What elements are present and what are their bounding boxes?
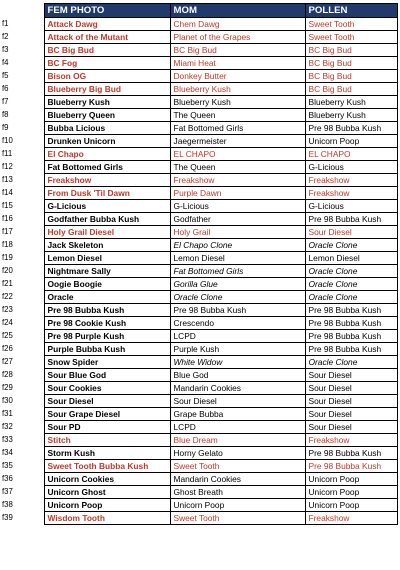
row-id: f36 (2, 474, 13, 483)
table-row (0, 200, 397, 213)
fem-photo-cell[interactable]: Drunken Unicorn (44, 135, 170, 148)
pollen-cell[interactable]: Pre 98 Bubba Kush (305, 213, 397, 226)
fem-photo-cell[interactable]: Unicorn Cookies (44, 473, 170, 486)
mom-cell[interactable]: Pre 98 Bubba Kush (170, 304, 305, 317)
mom-cell[interactable]: The Queen (170, 161, 305, 174)
mom-cell[interactable]: Sour Diesel (170, 395, 305, 408)
fem-photo-cell[interactable]: Wisdom Tooth (44, 512, 170, 525)
pollen-cell[interactable]: Freakshow (305, 174, 397, 187)
row-id: f26 (2, 344, 13, 353)
fem-photo-cell[interactable]: Fat Bottomed Girls (44, 161, 170, 174)
mom-cell[interactable]: Chem Dawg (170, 18, 305, 31)
pollen-cell[interactable]: Oracle Clone (305, 239, 397, 252)
row-id: f25 (2, 331, 13, 340)
pollen-cell[interactable]: BC Big Bud (305, 57, 397, 70)
row-id: f24 (2, 318, 13, 327)
mom-cell[interactable]: Godfather (170, 213, 305, 226)
pollen-cell[interactable]: Unicorn Poop (305, 486, 397, 499)
fem-photo-cell[interactable]: From Dusk 'Til Dawn (44, 187, 170, 200)
fem-photo-cell[interactable]: BC Fog (44, 57, 170, 70)
mom-cell[interactable]: Jaegermeister (170, 135, 305, 148)
fem-photo-cell[interactable]: Unicorn Poop (44, 499, 170, 512)
mom-cell[interactable]: Grape Bubba (170, 408, 305, 421)
row-id: f14 (2, 188, 13, 197)
fem-photo-cell[interactable]: Blueberry Kush (44, 96, 170, 109)
pollen-cell[interactable]: Unicorn Poop (305, 499, 397, 512)
mom-cell[interactable]: Lemon Diesel (170, 252, 305, 265)
mom-cell[interactable]: El Chapo Clone (170, 239, 305, 252)
fem-photo-cell[interactable]: Bison OG (44, 70, 170, 83)
row-id: f28 (2, 370, 13, 379)
fem-photo-cell[interactable]: Sweet Tooth Bubba Kush (44, 460, 170, 473)
row-id: f33 (2, 435, 13, 444)
row-id: f30 (2, 396, 13, 405)
pollen-cell[interactable]: Sour Diesel (305, 395, 397, 408)
mom-cell[interactable]: The Queen (170, 109, 305, 122)
fem-photo-cell[interactable]: Sour PD (44, 421, 170, 434)
mom-cell[interactable]: Crescendo (170, 317, 305, 330)
table-row (0, 408, 397, 421)
mom-cell[interactable]: Blue Dream (170, 434, 305, 447)
mom-cell[interactable]: Purple Dawn (170, 187, 305, 200)
mom-cell[interactable]: Oracle Clone (170, 291, 305, 304)
mom-cell[interactable]: Miami Heat (170, 57, 305, 70)
strain-table (0, 3, 398, 525)
fem-photo-cell[interactable]: Attack Dawg (44, 18, 170, 31)
row-id: f1 (2, 19, 9, 28)
fem-photo-cell[interactable]: Pre 98 Cookie Kush (44, 317, 170, 330)
pollen-cell[interactable]: BC Big Bud (305, 83, 397, 96)
pollen-cell[interactable]: Unicorn Poop (305, 473, 397, 486)
fem-photo-cell[interactable]: Sour Blue God (44, 369, 170, 382)
fem-photo-cell[interactable]: Stitch (44, 434, 170, 447)
fem-photo-cell[interactable]: Storm Kush (44, 447, 170, 460)
fem-photo-cell[interactable]: Bubba Licious (44, 122, 170, 135)
pollen-cell[interactable]: G-Licious (305, 200, 397, 213)
header-fem-photo[interactable]: FEM PHOTO (44, 4, 170, 18)
fem-photo-cell[interactable]: Sour Cookies (44, 382, 170, 395)
table-row (0, 304, 397, 317)
table-row (0, 512, 397, 525)
mom-cell[interactable]: LCPD (170, 330, 305, 343)
table-row (0, 486, 397, 499)
table-row (0, 83, 397, 96)
table-row (0, 382, 397, 395)
row-id: f19 (2, 253, 13, 262)
fem-photo-cell[interactable]: Blueberry Big Bud (44, 83, 170, 96)
row-id: f35 (2, 461, 13, 470)
pollen-cell[interactable]: Sour Diesel (305, 369, 397, 382)
fem-photo-cell[interactable]: G-Licious (44, 200, 170, 213)
fem-photo-cell[interactable]: Oracle (44, 291, 170, 304)
row-id: f5 (2, 71, 9, 80)
row-id: f39 (2, 513, 13, 522)
table-row (0, 356, 397, 369)
pollen-cell[interactable]: Freakshow (305, 512, 397, 525)
table-row (0, 226, 397, 239)
fem-photo-cell[interactable]: Sour Diesel (44, 395, 170, 408)
fem-photo-cell[interactable]: BC Big Bud (44, 44, 170, 57)
mom-cell[interactable]: Fat Bottomed Girls (170, 265, 305, 278)
pollen-cell[interactable]: Pre 98 Bubba Kush (305, 447, 397, 460)
mom-cell[interactable]: Horny Gelato (170, 447, 305, 460)
table-row (0, 369, 397, 382)
fem-photo-cell[interactable]: Pre 98 Bubba Kush (44, 304, 170, 317)
table-row (0, 473, 397, 486)
row-id: f15 (2, 201, 13, 210)
table-row (0, 174, 397, 187)
table-row (0, 31, 397, 44)
table-row (0, 213, 397, 226)
pollen-cell[interactable]: Freakshow (305, 187, 397, 200)
fem-photo-cell[interactable]: Godfather Bubba Kush (44, 213, 170, 226)
mom-cell[interactable]: Sweet Tooth (170, 460, 305, 473)
table-row (0, 239, 397, 252)
mom-cell[interactable]: Blueberry Kush (170, 96, 305, 109)
pollen-cell[interactable]: Blueberry Kush (305, 96, 397, 109)
row-id: f11 (2, 149, 13, 158)
table-row (0, 291, 397, 304)
table-row (0, 96, 397, 109)
table-row (0, 109, 397, 122)
mom-cell[interactable]: Unicorn Poop (170, 499, 305, 512)
pollen-cell[interactable]: Lemon Diesel (305, 252, 397, 265)
pollen-cell[interactable]: BC Big Bud (305, 44, 397, 57)
table-row (0, 57, 397, 70)
pollen-cell[interactable]: Pre 98 Bubba Kush (305, 330, 397, 343)
row-id: f17 (2, 227, 13, 236)
table-body (0, 18, 397, 525)
fem-photo-cell[interactable]: Pre 98 Purple Kush (44, 330, 170, 343)
fem-photo-cell[interactable]: Nightmare Sally (44, 265, 170, 278)
table-row (0, 44, 397, 57)
table-row (0, 135, 397, 148)
pollen-cell[interactable]: Oracle Clone (305, 265, 397, 278)
table-row (0, 161, 397, 174)
mom-cell[interactable]: Ghost Breath (170, 486, 305, 499)
row-id: f4 (2, 58, 9, 67)
row-id: f3 (2, 45, 9, 54)
table-row (0, 330, 397, 343)
pollen-cell[interactable]: Pre 98 Bubba Kush (305, 460, 397, 473)
mom-cell[interactable]: Freakshow (170, 174, 305, 187)
table-row (0, 499, 397, 512)
table-row (0, 148, 397, 161)
pollen-cell[interactable]: Pre 98 Bubba Kush (305, 122, 397, 135)
mom-cell[interactable]: Sweet Tooth (170, 512, 305, 525)
mom-cell[interactable]: Mandarin Cookies (170, 382, 305, 395)
table-row (0, 278, 397, 291)
fem-photo-cell[interactable]: Purple Bubba Kush (44, 343, 170, 356)
mom-cell[interactable]: Blue God (170, 369, 305, 382)
fem-photo-cell[interactable]: Blueberry Queen (44, 109, 170, 122)
header-row (0, 4, 397, 18)
fem-photo-cell[interactable]: Holy Grail Diesel (44, 226, 170, 239)
pollen-cell[interactable]: G-Licious (305, 161, 397, 174)
mom-cell[interactable]: BC Big Bud (170, 44, 305, 57)
row-id: f16 (2, 214, 13, 223)
row-id: f31 (2, 409, 13, 418)
mom-cell[interactable]: Gorilla Glue (170, 278, 305, 291)
fem-photo-cell[interactable]: Jack Skeleton (44, 239, 170, 252)
pollen-cell[interactable]: Sweet Tooth (305, 31, 397, 44)
mom-cell[interactable]: Holy Grail (170, 226, 305, 239)
pollen-cell[interactable]: Unicorn Poop (305, 135, 397, 148)
pollen-cell[interactable]: Blueberry Kush (305, 109, 397, 122)
row-id: f2 (2, 32, 9, 41)
row-id: f22 (2, 292, 13, 301)
table-row (0, 343, 397, 356)
row-id: f29 (2, 383, 13, 392)
mom-cell[interactable]: Purple Kush (170, 343, 305, 356)
table-row (0, 317, 397, 330)
pollen-cell[interactable]: Sour Diesel (305, 421, 397, 434)
pollen-cell[interactable]: Pre 98 Bubba Kush (305, 317, 397, 330)
mom-cell[interactable]: LCPD (170, 421, 305, 434)
mom-cell[interactable]: Planet of the Grapes (170, 31, 305, 44)
mom-cell[interactable]: Mandarin Cookies (170, 473, 305, 486)
fem-photo-cell[interactable]: Freakshow (44, 174, 170, 187)
row-id: f12 (2, 162, 13, 171)
pollen-cell[interactable]: Oracle Clone (305, 356, 397, 369)
pollen-cell[interactable]: Sour Diesel (305, 382, 397, 395)
header-mom[interactable]: MOM (170, 4, 305, 18)
fem-photo-cell[interactable]: Sour Grape Diesel (44, 408, 170, 421)
row-id: f8 (2, 110, 9, 119)
table-row (0, 421, 397, 434)
row-id: f21 (2, 279, 13, 288)
pollen-cell[interactable]: Sour Diesel (305, 408, 397, 421)
pollen-cell[interactable]: Oracle Clone (305, 278, 397, 291)
pollen-cell[interactable]: Oracle Clone (305, 291, 397, 304)
table-row (0, 447, 397, 460)
table-row (0, 265, 397, 278)
fem-photo-cell[interactable]: Oogie Boogie (44, 278, 170, 291)
mom-cell[interactable]: Blueberry Kush (170, 83, 305, 96)
fem-photo-cell[interactable]: Snow Spider (44, 356, 170, 369)
table-row (0, 18, 397, 31)
row-id: f32 (2, 422, 13, 431)
row-id: f37 (2, 487, 13, 496)
mom-cell[interactable]: EL CHAPO (170, 148, 305, 161)
pollen-cell[interactable]: Freakshow (305, 434, 397, 447)
pollen-cell[interactable]: Sour Diesel (305, 226, 397, 239)
row-id: f27 (2, 357, 13, 366)
table-row (0, 252, 397, 265)
mom-cell[interactable]: White Widow (170, 356, 305, 369)
pollen-cell[interactable]: BC Big Bud (305, 70, 397, 83)
header-corner (0, 4, 44, 18)
row-id: f6 (2, 84, 9, 93)
table-row (0, 434, 397, 447)
strain-table-wrapper (0, 3, 398, 525)
table-row (0, 187, 397, 200)
fem-photo-cell[interactable]: Unicorn Ghost (44, 486, 170, 499)
pollen-cell[interactable]: EL CHAPO (305, 148, 397, 161)
table-row (0, 70, 397, 83)
pollen-cell[interactable]: Pre 98 Bubba Kush (305, 343, 397, 356)
row-id: f23 (2, 305, 13, 314)
table-row (0, 395, 397, 408)
fem-photo-cell[interactable]: Attack of the Mutant (44, 31, 170, 44)
fem-photo-cell[interactable]: Lemon Diesel (44, 252, 170, 265)
row-id: f13 (2, 175, 13, 184)
row-id: f18 (2, 240, 13, 249)
row-id: f38 (2, 500, 13, 509)
mom-cell[interactable]: G-Licious (170, 200, 305, 213)
row-id: f9 (2, 123, 9, 132)
header-pollen[interactable]: POLLEN (305, 4, 397, 18)
table-row (0, 460, 397, 473)
table-row (0, 122, 397, 135)
row-id: f10 (2, 136, 13, 145)
pollen-cell[interactable]: Sweet Tooth (305, 18, 397, 31)
row-id: f20 (2, 266, 13, 275)
mom-cell[interactable]: Fat Bottomed Girls (170, 122, 305, 135)
mom-cell[interactable]: Donkey Butter (170, 70, 305, 83)
row-id: f34 (2, 448, 13, 457)
row-id: f7 (2, 97, 9, 106)
pollen-cell[interactable]: Pre 98 Bubba Kush (305, 304, 397, 317)
fem-photo-cell[interactable]: El Chapo (44, 148, 170, 161)
